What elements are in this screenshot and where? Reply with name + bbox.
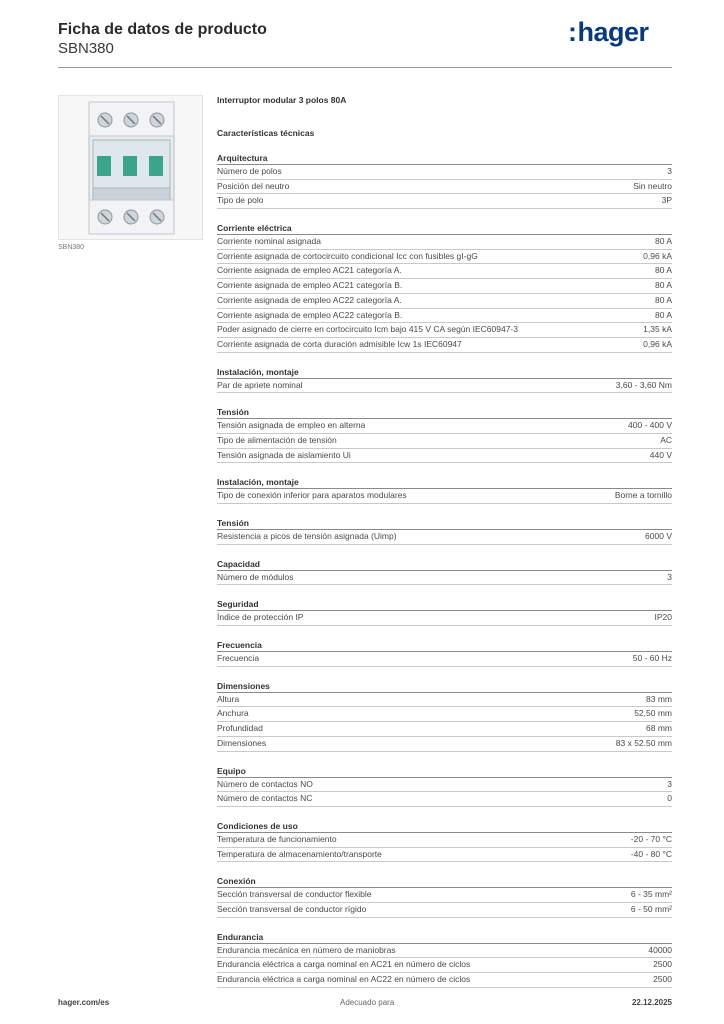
spec-value: AC (660, 434, 672, 445)
spec-label: Corriente asignada de empleo AC22 categoría A. (217, 294, 402, 305)
spec-value: -40 - 80 °C (630, 848, 672, 859)
spec-label: Dimensiones (217, 737, 267, 748)
spec-row (217, 652, 672, 667)
spec-row (217, 180, 672, 195)
spec-label: Número de contactos NC (217, 793, 313, 804)
spec-label: Tipo de alimentación de tensión (217, 434, 337, 445)
spec-row (217, 194, 672, 209)
section-title: Seguridad (217, 598, 672, 611)
spec-row (217, 571, 672, 586)
spec-value: Sin neutro (633, 180, 672, 191)
spec-value: 68 mm (646, 723, 672, 734)
section-title: Condiciones de uso (217, 820, 672, 833)
spec-row (217, 888, 672, 903)
spec-value: 80 A (654, 280, 672, 291)
spec-label: Posición del neutro (217, 180, 290, 191)
spec-label: Profundidad (217, 723, 263, 734)
spec-value: 3 (667, 571, 672, 582)
spec-value: 440 V (649, 449, 672, 460)
spec-section (217, 517, 672, 545)
spec-section (217, 476, 672, 504)
spec-heading: Características técnicas (217, 128, 315, 138)
specifications (217, 94, 672, 988)
section-title: Arquitectura (217, 152, 672, 165)
spec-label: Número de contactos NO (217, 778, 313, 789)
spec-value: 400 - 400 V (628, 420, 672, 431)
section-title: Capacidad (217, 558, 672, 571)
spec-label: Sección transversal de conductor rígido (217, 903, 367, 914)
image-caption: SBN380 (58, 244, 85, 251)
spec-section (217, 598, 672, 626)
spec-label: Endurancia eléctrica a carga nominal en AC22 en número de ciclos (217, 974, 471, 984)
spec-section (217, 875, 672, 917)
spec-section (217, 820, 672, 862)
spec-label: Corriente asignada de empleo AC21 categoría A. (217, 265, 402, 276)
section-title: Dimensiones (217, 680, 672, 693)
spec-row (217, 264, 672, 279)
spec-value: 0 (667, 793, 672, 804)
spec-value: 80 A (654, 294, 672, 305)
spec-section (217, 931, 672, 988)
spec-value: 6 - 35 mm² (630, 889, 672, 900)
spec-value: 80 A (654, 309, 672, 320)
spec-value: IP20 (654, 612, 672, 623)
section-title: Instalación, montaje (217, 476, 672, 489)
spec-value: 2500 (653, 974, 672, 984)
section-title: Conexión (217, 875, 672, 888)
spec-section (217, 558, 672, 586)
footer-website: hager.com/es (58, 998, 110, 1007)
spec-row (217, 944, 672, 959)
spec-row (217, 309, 672, 324)
spec-value: 80 A (654, 236, 672, 247)
spec-label: Poder asignado de cierre en cortocircuito Icm bajo 415 V CA según IEC60947-3 (217, 324, 518, 335)
section-title: Endurancia (217, 931, 672, 944)
spec-section (217, 765, 672, 807)
spec-row (217, 250, 672, 265)
section-title: Tensión (217, 517, 672, 530)
spec-value: 6000 V (645, 531, 672, 541)
spec-section (217, 680, 672, 752)
spec-row (217, 449, 672, 464)
spec-row (217, 903, 672, 918)
spec-sections (217, 152, 672, 988)
page-title: Ficha de datos de producto (58, 21, 267, 38)
spec-row (217, 379, 672, 394)
spec-value: 83 x 52.50 mm (615, 737, 672, 748)
spec-label: Endurancia mecánica en número de maniobras (217, 944, 396, 955)
spec-value: 3,60 - 3,60 Nm (615, 379, 672, 390)
spec-row (217, 419, 672, 434)
spec-label: Corriente asignada de empleo AC22 categoría B. (217, 309, 403, 320)
spec-label: Tensión asignada de empleo en alterna (217, 420, 366, 431)
spec-label: Temperatura de almacenamiento/transporte (217, 848, 382, 859)
spec-row (217, 707, 672, 722)
spec-row (217, 611, 672, 626)
product-name: Interruptor modular 3 polos 80A (217, 95, 347, 105)
spec-section (217, 406, 672, 463)
spec-label: Corriente asignada de cortocircuito condicional Icc con fusibles gI-gG (217, 250, 478, 261)
footer-suitable-for: Adecuado para (340, 998, 395, 1007)
spec-row (217, 434, 672, 449)
spec-label: Tensión asignada de aislamiento Ui (217, 449, 351, 460)
spec-section (217, 222, 672, 353)
spec-label: Número de módulos (217, 571, 294, 582)
spec-label: Frecuencia (217, 653, 260, 664)
spec-label: Corriente asignada de empleo AC21 categoría B. (217, 280, 403, 291)
spec-value: 3 (667, 166, 672, 176)
section-title: Equipo (217, 765, 672, 778)
spec-label: Tipo de polo (217, 195, 264, 206)
spec-row (217, 165, 672, 180)
spec-row (217, 792, 672, 807)
spec-label: Número de polos (217, 166, 282, 176)
hager-logo: :hager (568, 17, 649, 47)
breaker-illustration (59, 96, 202, 239)
spec-row (217, 737, 672, 752)
spec-label: Temperatura de funcionamiento (217, 833, 337, 844)
spec-label: Resistencia a picos de tensión asignada (Uimp) (217, 531, 397, 541)
section-title: Instalación, montaje (217, 366, 672, 379)
spec-row (217, 323, 672, 338)
spec-label: Corriente nominal asignada (217, 236, 321, 247)
spec-value: 80 A (654, 265, 672, 276)
spec-value: 3P (661, 195, 672, 206)
spec-row (217, 693, 672, 708)
spec-section (217, 639, 672, 667)
section-title: Tensión (217, 406, 672, 419)
spec-value: 0,96 kA (643, 338, 672, 349)
spec-value: -20 - 70 °C (630, 833, 672, 844)
header-divider (58, 67, 672, 68)
spec-value: 2500 (653, 959, 672, 970)
spec-value: 1,35 kA (643, 324, 672, 335)
spec-row (217, 778, 672, 793)
spec-row (217, 973, 672, 988)
spec-row (217, 294, 672, 309)
spec-value: 3 (667, 778, 672, 789)
spec-value: 83 mm (646, 693, 672, 704)
spec-value: 40000 (648, 944, 672, 955)
spec-label: Altura (217, 693, 240, 704)
spec-label: Anchura (217, 708, 249, 719)
spec-label: Índice de protección IP (217, 612, 304, 623)
spec-section (217, 152, 672, 209)
spec-row (217, 235, 672, 250)
spec-row (217, 833, 672, 848)
spec-label: Tipo de conexión inferior para aparatos modulares (217, 490, 407, 501)
section-title: Frecuencia (217, 639, 672, 652)
spec-label: Par de apriete nominal (217, 379, 303, 390)
spec-section (217, 366, 672, 394)
spec-row (217, 489, 672, 504)
spec-row (217, 338, 672, 353)
spec-label: Corriente asignada de corta duración admisible Icw 1s IEC60947 (217, 338, 462, 349)
spec-value: 52,50 mm (634, 708, 672, 719)
spec-row (217, 722, 672, 737)
spec-value: 6 - 50 mm² (630, 903, 672, 914)
product-reference: SBN380 (58, 40, 114, 57)
spec-value: 50 - 60 Hz (632, 653, 672, 664)
spec-value: Borne a tornillo (614, 490, 672, 501)
spec-row (217, 279, 672, 294)
footer-date: 22.12.2025 (631, 998, 672, 1007)
section-title: Corriente eléctrica (217, 222, 672, 235)
product-image (58, 95, 203, 240)
spec-value: 0,96 kA (643, 250, 672, 261)
spec-label: Endurancia eléctrica a carga nominal en AC21 en número de ciclos (217, 959, 471, 970)
spec-label: Sección transversal de conductor flexible (217, 889, 372, 900)
spec-row (217, 530, 672, 545)
spec-row (217, 958, 672, 973)
spec-row (217, 848, 672, 863)
